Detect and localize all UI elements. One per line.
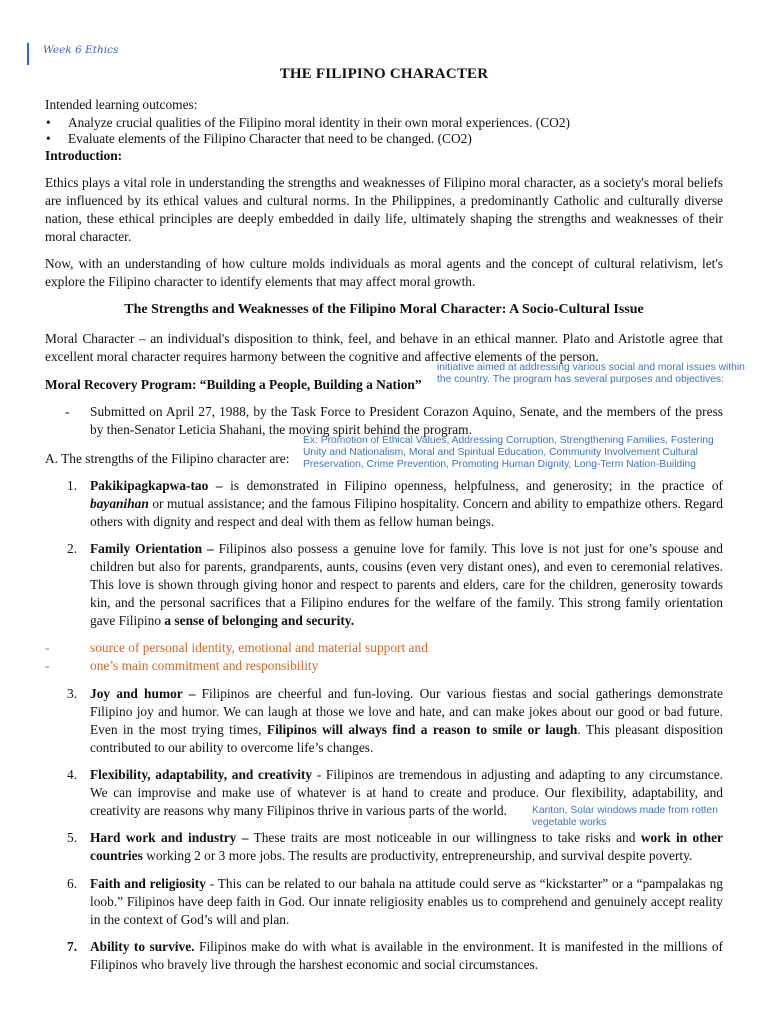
strength-item-1: 1. Pakikipagkapwa-tao – is demonstrated in Filipino openness, helpfulness, and generosity; in the practice of bayanihan or mutual assistance; and the famous Filipino hospitality. Concern and ability to empathize others. Regard others with dignity and respect and deal with them as fellow human beings. — [67, 478, 723, 529]
intro-paragraph-2: Now, with an understanding of how culture molds individuals as moral agents and the concept of cultural relativism, let's explore the Filipino character to identify elements that may affect moral growth. — [45, 256, 723, 289]
margin-marker — [27, 43, 29, 65]
moral-character-definition: Moral Character – an individual's disposition to think, feel, and behave in an ethical manner. Plato and Aristotle agree that excellent moral character requires harmony between the cognitive and affective elements of the person. — [45, 331, 723, 364]
family-note-2: - one’s main commitment and responsibility — [45, 658, 319, 673]
strength-item-6: 6. Faith and religiosity - This can be related to our bahala na attitude could serve as “kickstarter” or a “pampalakas ng loob.” Filipinos have deep faith in God. Our innate religiosity enables us to comprehend and genuinely accept reality in the context of God’s will and plan. — [67, 876, 723, 927]
strength-item-4: 4. Flexibility, adaptability, and creativity - Filipinos are tremendous in adjusting and adapting to any circumstance. We can improvise and make use of whatever is at hand to create and produce. Our flexibility, adaptability, and creativity are reasons why many Filipinos thrive in various parts of the world. — [67, 767, 724, 818]
strengths-intro: A. The strengths of the Filipino character are: — [45, 451, 290, 466]
section-heading: The Strengths and Weaknesses of the Filipino Moral Character: A Socio-Cultural Issue — [124, 302, 644, 317]
learning-outcomes-label: Intended learning outcomes: — [45, 97, 198, 112]
comment-examples: Ex: Promotion of Ethical Values, Addressing Corruption, Strengthening Families, Fostering Unity and Nationalism, Moral and Spiritual Education, Community Involvement Cultural Preservation, Crime Prevention, Promoting Human Dignity, Long-Term Nation-Building — [303, 435, 714, 470]
strength-item-2: 2. Family Orientation – Filipinos also possess a genuine love for family. This love is not just for one’s spouse and children but also for parents, grandparents, aunts, cousins (even very distant ones), and even to ceremonial relatives. This love is shown through giving honor and respect to parents and elders, care for the children, generosity towards kin, and the personal sacrifices that a Filipino endures for the welfare of the family. This strong family orientation gave Filipino a sense of belonging and security. — [67, 541, 723, 628]
bullet-icon: • — [46, 115, 51, 130]
learning-outcome-item: • Evaluate elements of the Filipino Character that need to be changed. (CO2) — [46, 131, 472, 146]
program-heading: Moral Recovery Program: “Building a People, Building a Nation” — [45, 377, 422, 392]
strength-item-7: 7. Ability to survive. Filipinos make do with what is available in the environment. It is manifested in the millions of Filipinos who bravely live through the harshest economic and social circumstances. — [67, 939, 723, 972]
intro-paragraph-1: Ethics plays a vital role in understanding the strengths and weaknesses of Filipino moral character, as a society's moral beliefs are influenced by its ethical values and cultural norms. In the Philippines, a predominantly Catholic and culturally diverse nation, these ethical principles are deeply embedded in daily life, ultimately shaping the strengths and weaknesses of their moral character. — [45, 175, 723, 244]
comment-program: initiative aimed at addressing various social and moral issues within the country. The program has several purposes and objectives: — [437, 362, 745, 385]
strength-item-5: 5. Hard work and industry – These traits are most noticeable in our willingness to take risks and work in other countries working 2 or 3 more jobs. The results are productivity, entrepreneurship, and survival despite poverty. — [67, 830, 723, 863]
week-note: Week 6 Ethics — [43, 44, 119, 56]
family-note-1: - source of personal identity, emotional and material support and — [45, 640, 428, 655]
comment-kariton: Kariton, Solar windows made from rotten vegetable works — [532, 805, 718, 828]
bullet-icon: • — [46, 131, 51, 146]
page-title: THE FILIPINO CHARACTER — [279, 66, 489, 82]
introduction-heading: Introduction: — [45, 148, 123, 163]
program-detail: - Submitted on April 27, 1988, by the Task Force to President Corazon Aquino, Senate, and the members of the press by then-Senator Leticia Shahani, the moving spirit behind the program. — [65, 404, 723, 437]
learning-outcome-item: • Analyze crucial qualities of the Filipino moral identity in their own moral experiences. (CO2) — [46, 115, 571, 130]
strength-item-3: 3. Joy and humor – Filipinos are cheerful and fun-loving. Our various fiestas and social gatherings demonstrate Filipino joy and humor. We can laugh at those we love and hate, and can make jokes about our good or bad future. Even in the most trying times, Filipinos will always find a reason to smile or laugh. This pleasant disposition contributed to our ability to overcome life’s changes. — [67, 686, 724, 755]
